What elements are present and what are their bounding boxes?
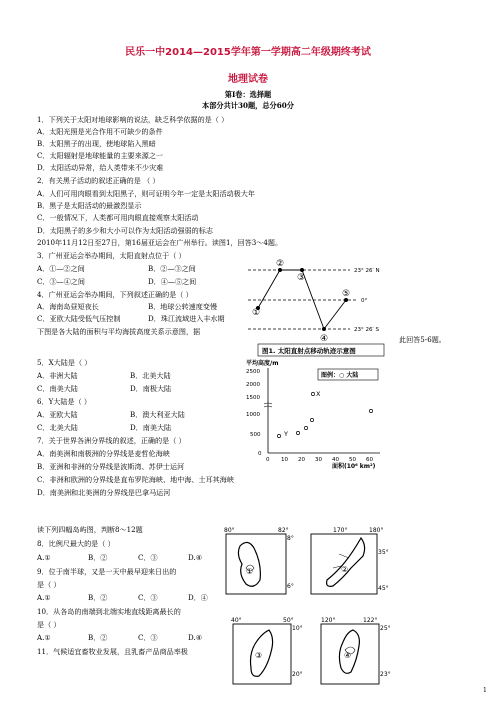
- point-label: ①: [252, 308, 261, 318]
- q10-stem: 10．从各岛的南端到北端实地直线距离最长的: [37, 607, 181, 616]
- x-tick: 30: [315, 457, 322, 463]
- q4-stem: 4．广州亚运会举办期间，下列叙述正确的是（ ）: [37, 290, 193, 299]
- latitude-label: 10°: [292, 625, 303, 632]
- latitude-label: 45°: [378, 585, 389, 592]
- q5-option-a: A．非洲大陆: [37, 371, 78, 380]
- y-tick: 0: [258, 451, 262, 457]
- point-label: ②: [276, 259, 285, 269]
- q4-option-b: B．地球公转速度变慢: [148, 302, 218, 311]
- q7-option-c: C．非洲和欧洲的分界线是直布罗陀海峡、地中海、土耳其海峡: [37, 475, 234, 484]
- point-x-label: X: [316, 390, 321, 398]
- q1-option: D．太阳活动异常，给人类带来不少灾难: [37, 163, 164, 172]
- q3-option-c: C．③—④之间: [37, 277, 85, 286]
- island-map-2: [303, 524, 389, 602]
- latitude-label: 35°: [378, 549, 389, 556]
- section-title: 第Ⅰ卷：选择题: [224, 90, 272, 99]
- q3-option-b: B．②—③之间: [148, 264, 196, 273]
- y-tick: 2500: [246, 369, 260, 375]
- q8-option-a: A.①: [37, 553, 51, 562]
- latitude-label: 8°: [287, 535, 294, 542]
- x-tick: 40: [332, 457, 339, 463]
- intro-3-4: 2010年11月12日至27日，第16届亚运会在广州举行。读图1，回答3～4题。: [37, 238, 283, 247]
- longitude-label: 40°: [231, 617, 242, 624]
- y-tick: 1000: [246, 412, 260, 418]
- q4-option-d: D．珠江流域进入丰水期: [148, 314, 225, 323]
- q10-stem-cont: 是（ ）: [37, 620, 61, 629]
- y-axis-label: 平均高度/m: [246, 360, 279, 367]
- y-tick: 2000: [246, 382, 260, 388]
- q9-stem-cont: 是（ ）: [37, 580, 61, 589]
- q5-option-d: D．南极大陆: [130, 384, 172, 393]
- point-y-label: Y: [284, 430, 288, 438]
- q1-option: A．太阳光照是光合作用不可缺少的条件: [37, 127, 163, 136]
- q9-stem: 9．位于南半球，又是一天中最早迎来日出的: [37, 567, 177, 576]
- q10-option-a: A.①: [37, 633, 51, 642]
- point-label: ⑤: [342, 289, 351, 299]
- figure-caption: 图1. 太阳直射点移动轨迹示意图: [262, 347, 356, 355]
- q1-option: B．太阳黑子的出现，使地球陷入黑暗: [37, 139, 156, 148]
- q8-stem: 8．比例尺最大的是（ ）: [37, 539, 115, 548]
- x-tick: 50: [349, 457, 356, 463]
- x-tick: 60: [366, 457, 373, 463]
- exam-title: 民乐一中2014—2015学年第一学期高二年级期终考试: [125, 47, 371, 58]
- x-tick: 10: [281, 457, 288, 463]
- island-map-4: [313, 614, 393, 692]
- longitude-label: 82°: [278, 527, 289, 534]
- lat-south-label: 23° 26′ S: [354, 327, 379, 333]
- longitude-label: 180°: [369, 527, 384, 534]
- q6-option-a: A．亚欧大陆: [37, 410, 78, 419]
- q7-option-a: A．南美洲和南极洲的分界线是麦哲伦海峡: [37, 449, 170, 458]
- q9-option-a: A.①: [37, 593, 51, 602]
- q10-option-d: D.④: [188, 633, 203, 642]
- latitude-label: 20°: [292, 671, 303, 678]
- page-number: 1: [483, 687, 487, 694]
- q9-option-d: D．④: [188, 593, 208, 602]
- point-label: ④: [320, 334, 329, 344]
- q4-option-a: A．海南岛昼短夜长: [37, 302, 99, 311]
- q2-option: A．人们可用肉眼看到太阳黑子，则可证明今年一定是太阳活动极大年: [37, 189, 255, 198]
- q2-option: C．一般情况下，人类都可用肉眼直接观察太阳活动: [37, 213, 199, 222]
- longitude-label: 170°: [333, 527, 348, 534]
- q9-option-b: B．②: [88, 593, 108, 602]
- point-label: ③: [297, 273, 306, 283]
- q3-stem: 3．广州亚运会举办期间，太阳直射点位于（ ）: [37, 251, 186, 260]
- intro-8-12: 读下列四幅岛屿图，判断8～12题: [37, 525, 143, 534]
- equator-label: 0°: [361, 298, 368, 304]
- q8-option-b: B．②: [88, 553, 108, 562]
- longitude-label: 120°: [321, 617, 336, 624]
- q1-stem: 1．下列关于太阳对地球影响的说法，缺乏科学依据的是（ ）: [37, 115, 229, 124]
- q7-option-b: B．亚洲和非洲的分界线是波斯湾、苏伊士运河: [37, 462, 185, 471]
- island-map-3: [225, 614, 305, 692]
- q3-option-d: D．④—⑤之间: [148, 277, 197, 286]
- q10-option-b: B．②: [88, 633, 108, 642]
- q5-option-c: C．南美大陆: [37, 384, 78, 393]
- q7-stem: 7．关于世界各洲分界线的叙述，正确的是（ ）: [37, 436, 186, 445]
- q10-option-c: C．③: [138, 633, 158, 642]
- q6-option-d: D．南美大陆: [130, 423, 172, 432]
- q2-stem: 2．有关黑子活动的叙述正确的是 （ ）: [37, 176, 160, 185]
- longitude-label: 80°: [224, 527, 235, 534]
- x-tick: 0: [266, 457, 270, 463]
- y-tick: 1500: [246, 395, 260, 401]
- legend: 图例：○ 大陆: [321, 372, 359, 379]
- intro-5-6: 下图是各大陆的面积与平均海拔高度关系示意图，据: [37, 327, 201, 336]
- figure-sun-path: [240, 256, 394, 358]
- latitude-label: 23°: [380, 671, 391, 678]
- q9-option-c: C．③: [138, 593, 158, 602]
- intro-5-6-tail: 此回答5-6题。: [399, 335, 446, 344]
- island-map-1: [218, 524, 293, 602]
- q1-option: C．太阳辐射是地球能量的主要来源之一: [37, 151, 164, 160]
- map-number: ③: [255, 651, 263, 660]
- q7-option-d: D．南美洲和北美洲的分界线是巴拿马运河: [37, 488, 171, 497]
- map-number: ①: [246, 567, 254, 576]
- q5-option-b: B．北美大陆: [130, 371, 171, 380]
- q5-stem: 5．X大陆是（ ）: [37, 358, 92, 367]
- q2-option: D．太阳黑子的多少和大小可以作为太阳活动强弱的标志: [37, 226, 213, 235]
- lat-north-label: 23° 26′ N: [354, 268, 380, 274]
- figure-continents-scatter: [244, 356, 389, 468]
- q2-option: B．黑子是太阳活动的最激烈显示: [37, 201, 142, 210]
- map-number: ④: [344, 651, 352, 660]
- q6-option-b: B．澳大利亚大陆: [130, 410, 185, 419]
- q6-stem: 6．Y大陆是（ ）: [37, 397, 92, 406]
- q11-stem: 11．气候适宜畜牧业发展，且乳畜产品商品率极: [37, 647, 188, 656]
- q8-option-d: D.④: [188, 553, 203, 562]
- q8-option-c: C．③: [138, 553, 158, 562]
- y-tick: 500: [250, 432, 261, 438]
- latitude-label: 6°: [287, 583, 294, 590]
- longitude-label: 50°: [283, 617, 294, 624]
- subject-title: 地理试卷: [228, 74, 268, 85]
- q3-option-a: A．①—②之间: [37, 264, 85, 273]
- map-number: ②: [341, 565, 349, 574]
- q6-option-c: C．北美大陆: [37, 423, 78, 432]
- latitude-label: 25°: [380, 625, 391, 632]
- q4-option-c: C．亚欧大陆受低气压控制: [37, 314, 121, 323]
- x-tick: 20: [298, 457, 305, 463]
- x-axis-label: 面积(10⁶ km²): [332, 463, 376, 470]
- longitude-label: 122°: [363, 617, 378, 624]
- section-note: 本部分共计30题，总分60分: [202, 101, 294, 110]
